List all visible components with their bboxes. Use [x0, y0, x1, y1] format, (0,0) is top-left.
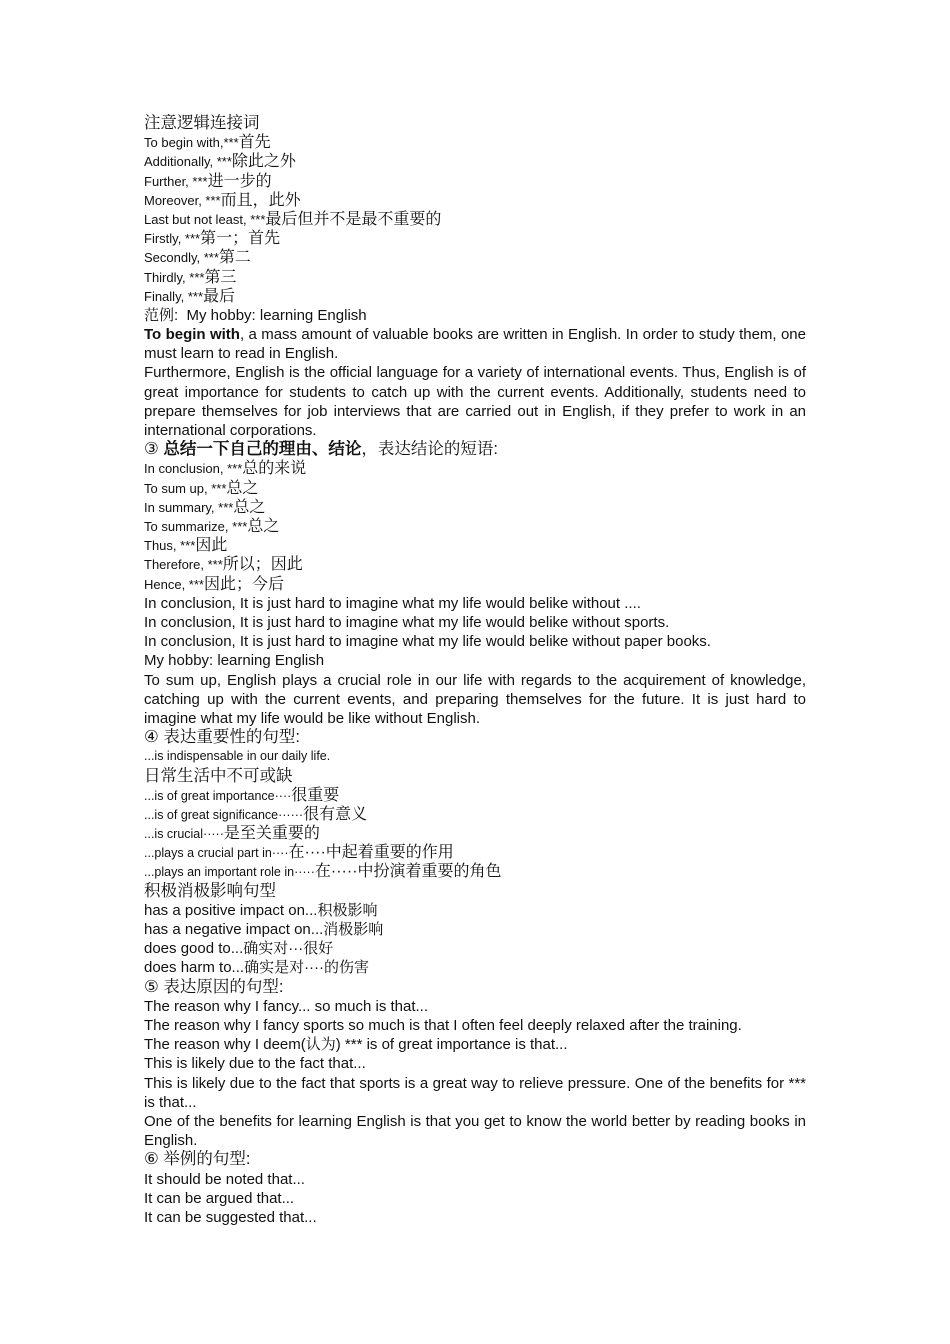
text-line: The reason why I deem(认为) *** is of great importance is that...: [144, 1036, 568, 1054]
list-item: [144, 498, 806, 517]
list-item: [144, 939, 806, 958]
phrase-en: does good to...: [144, 940, 244, 958]
phrase-zh: 而且，此外: [220, 191, 301, 209]
phrase-zh: 第三: [204, 268, 237, 286]
section-number: ③: [144, 440, 159, 459]
text-line: The reason why I fancy... so much is that...: [144, 997, 429, 1015]
text-line: ...is indispensable in our daily life.: [144, 749, 331, 764]
phrase-zh: 很重要: [291, 786, 340, 804]
phrase-en: Firstly, ***: [144, 231, 201, 247]
phrase-zh: 首先: [238, 134, 271, 152]
list-item: [144, 229, 806, 248]
impact-title: 积极消极影响句型: [144, 881, 276, 900]
phrase-zh: 确实是对····的伤害: [244, 959, 370, 977]
list-item: [144, 191, 806, 210]
paragraph-text: , a mass amount of valuable books are written in English. In order to study them, one must learn to read in English.: [144, 326, 806, 363]
text-line: The reason why I fancy sports so much is that I often feel deeply relaxed after the training.: [144, 1016, 742, 1034]
list-item: [144, 287, 806, 306]
list-item: [144, 268, 806, 287]
phrase-en: Additionally, ***: [144, 154, 232, 170]
phrase-en: Hence, ***: [144, 576, 204, 592]
example-paragraph-1: [144, 325, 806, 363]
text-line: In conclusion, It is just hard to imagine what my life would belike without ....: [144, 594, 641, 612]
text-line: My hobby: learning English: [144, 652, 325, 670]
bold-phrase: To begin with: [144, 326, 240, 344]
list-item: [144, 479, 806, 498]
example-label: 范例:: [144, 306, 179, 324]
example-title: My hobby: learning English: [186, 306, 367, 324]
list-item: [144, 843, 806, 862]
phrase-zh: 总的来说: [242, 460, 307, 478]
example-heading: [144, 306, 806, 325]
list-item: [144, 805, 806, 824]
phrase-zh: 积极影响: [317, 901, 378, 919]
phrase-zh: 因此: [195, 537, 228, 555]
text-line: In conclusion, It is just hard to imagine what my life would belike without sports.: [144, 613, 670, 631]
reason-paragraph-1: This is likely due to the fact that sports is a great way to relieve pressure. One of the benefits for *** is that...: [144, 1074, 806, 1111]
phrase-en: Last but not least, ***: [144, 211, 266, 227]
phrase-en: ...is of great importance····: [144, 788, 292, 803]
text-line: In conclusion, It is just hard to imagine what my life would belike without paper books.: [144, 633, 711, 651]
phrase-zh: 很有意义: [303, 805, 368, 823]
phrase-en: In conclusion, ***: [144, 461, 243, 477]
list-item: [144, 248, 806, 267]
phrase-zh: 除此之外: [231, 153, 296, 171]
list-item: [144, 536, 806, 555]
list-item: [144, 920, 806, 939]
list-item: [144, 862, 806, 881]
list-item: [144, 517, 806, 536]
phrase-en: Therefore, ***: [144, 557, 223, 573]
list-item: [144, 555, 806, 574]
list-item: [144, 786, 806, 805]
phrase-en: ...is crucial·····: [144, 827, 224, 842]
list-item: [144, 575, 806, 594]
phrase-en: Finally, ***: [144, 288, 204, 304]
list-item: [144, 172, 806, 191]
phrase-en: does harm to...: [144, 959, 245, 977]
phrase-zh: 所以；因此: [222, 556, 303, 574]
text-line: It can be argued that...: [144, 1189, 295, 1207]
phrase-zh: 在·····中扮演着重要的角色: [314, 863, 502, 881]
bold-phrase: 总结一下自己的理由、结论: [163, 440, 362, 459]
phrase-en: Secondly, ***: [144, 250, 219, 266]
phrase-en: ...is of great significance······: [144, 807, 304, 822]
phrase-zh: 因此；今后: [203, 575, 284, 593]
phrase-zh: 第一；首先: [200, 230, 281, 248]
phrase-en: To summarize, ***: [144, 519, 248, 535]
list-item: [144, 210, 806, 229]
phrase-en: ...plays an important role in·····: [144, 865, 315, 880]
phrase-en: Further, ***: [144, 173, 208, 189]
conclusion-paragraph: To sum up, English plays a crucial role in our life with regards to the acquirement of knowledge, catching up with the current events, and preparing themselves for the future. It is just hard to imagine what my life would be like without English.: [144, 671, 806, 727]
phrase-zh: 总之: [247, 518, 280, 536]
phrase-zh: 最后但并不是最不重要的: [265, 210, 442, 228]
list-item: [144, 152, 806, 171]
section-title-connectives: 注意逻辑连接词: [144, 114, 260, 132]
phrase-zh: 确实对···很好: [243, 940, 334, 958]
phrase-zh: 总之: [233, 498, 266, 516]
phrase-en: In summary, ***: [144, 499, 234, 515]
list-item: [144, 901, 806, 920]
phrase-en: Thus, ***: [144, 538, 196, 554]
section-heading-importance: ④ 表达重要性的句型:: [144, 728, 300, 747]
list-item: [144, 459, 806, 478]
phrase-zh: 第二: [218, 249, 251, 267]
phrase-zh: 进一步的: [207, 172, 272, 190]
section-heading-conclusion: [144, 440, 806, 459]
phrase-en: has a positive impact on...: [144, 901, 318, 919]
phrase-en: To begin with,***: [144, 135, 239, 151]
phrase-zh: 是至关重要的: [223, 825, 320, 843]
text-line: It can be suggested that...: [144, 1208, 317, 1226]
section-heading-reasons: ⑤ 表达原因的句型:: [144, 977, 284, 996]
phrase-en: has a negative impact on...: [144, 921, 324, 939]
list-item: [144, 824, 806, 843]
list-item: [144, 958, 806, 977]
phrase-en: To sum up, ***: [144, 480, 227, 496]
document-body: [144, 114, 806, 1227]
phrase-en: Moreover, ***: [144, 192, 221, 208]
section-heading-examples: ⑥ 举例的句型:: [144, 1150, 251, 1169]
phrase-zh: 消极影响: [323, 921, 384, 939]
phrase-en: Thirdly, ***: [144, 269, 205, 285]
list-item: [144, 133, 806, 152]
phrase-zh: 总之: [226, 479, 259, 497]
text-line: It should be noted that...: [144, 1170, 305, 1188]
text-line: 日常生活中不可或缺: [144, 766, 293, 785]
text-line: This is likely due to the fact that...: [144, 1055, 366, 1073]
reason-paragraph-2: One of the benefits for learning English is that you get to know the world better by reading books in English.: [144, 1112, 806, 1150]
heading-text: ，表达结论的短语:: [361, 440, 498, 459]
example-paragraph-2: Furthermore, English is the official language for a variety of international events. Thus, English is of great importance for students to catch up with the current events. Additionally, students need to prepare themselves for job interviews that are carried out in English, if they prefer to work in an international corporations.: [144, 364, 806, 440]
phrase-en: ...plays a crucial part in····: [144, 846, 289, 861]
phrase-zh: 最后: [203, 287, 236, 305]
phrase-zh: 在····中起着重要的作用: [288, 844, 454, 862]
